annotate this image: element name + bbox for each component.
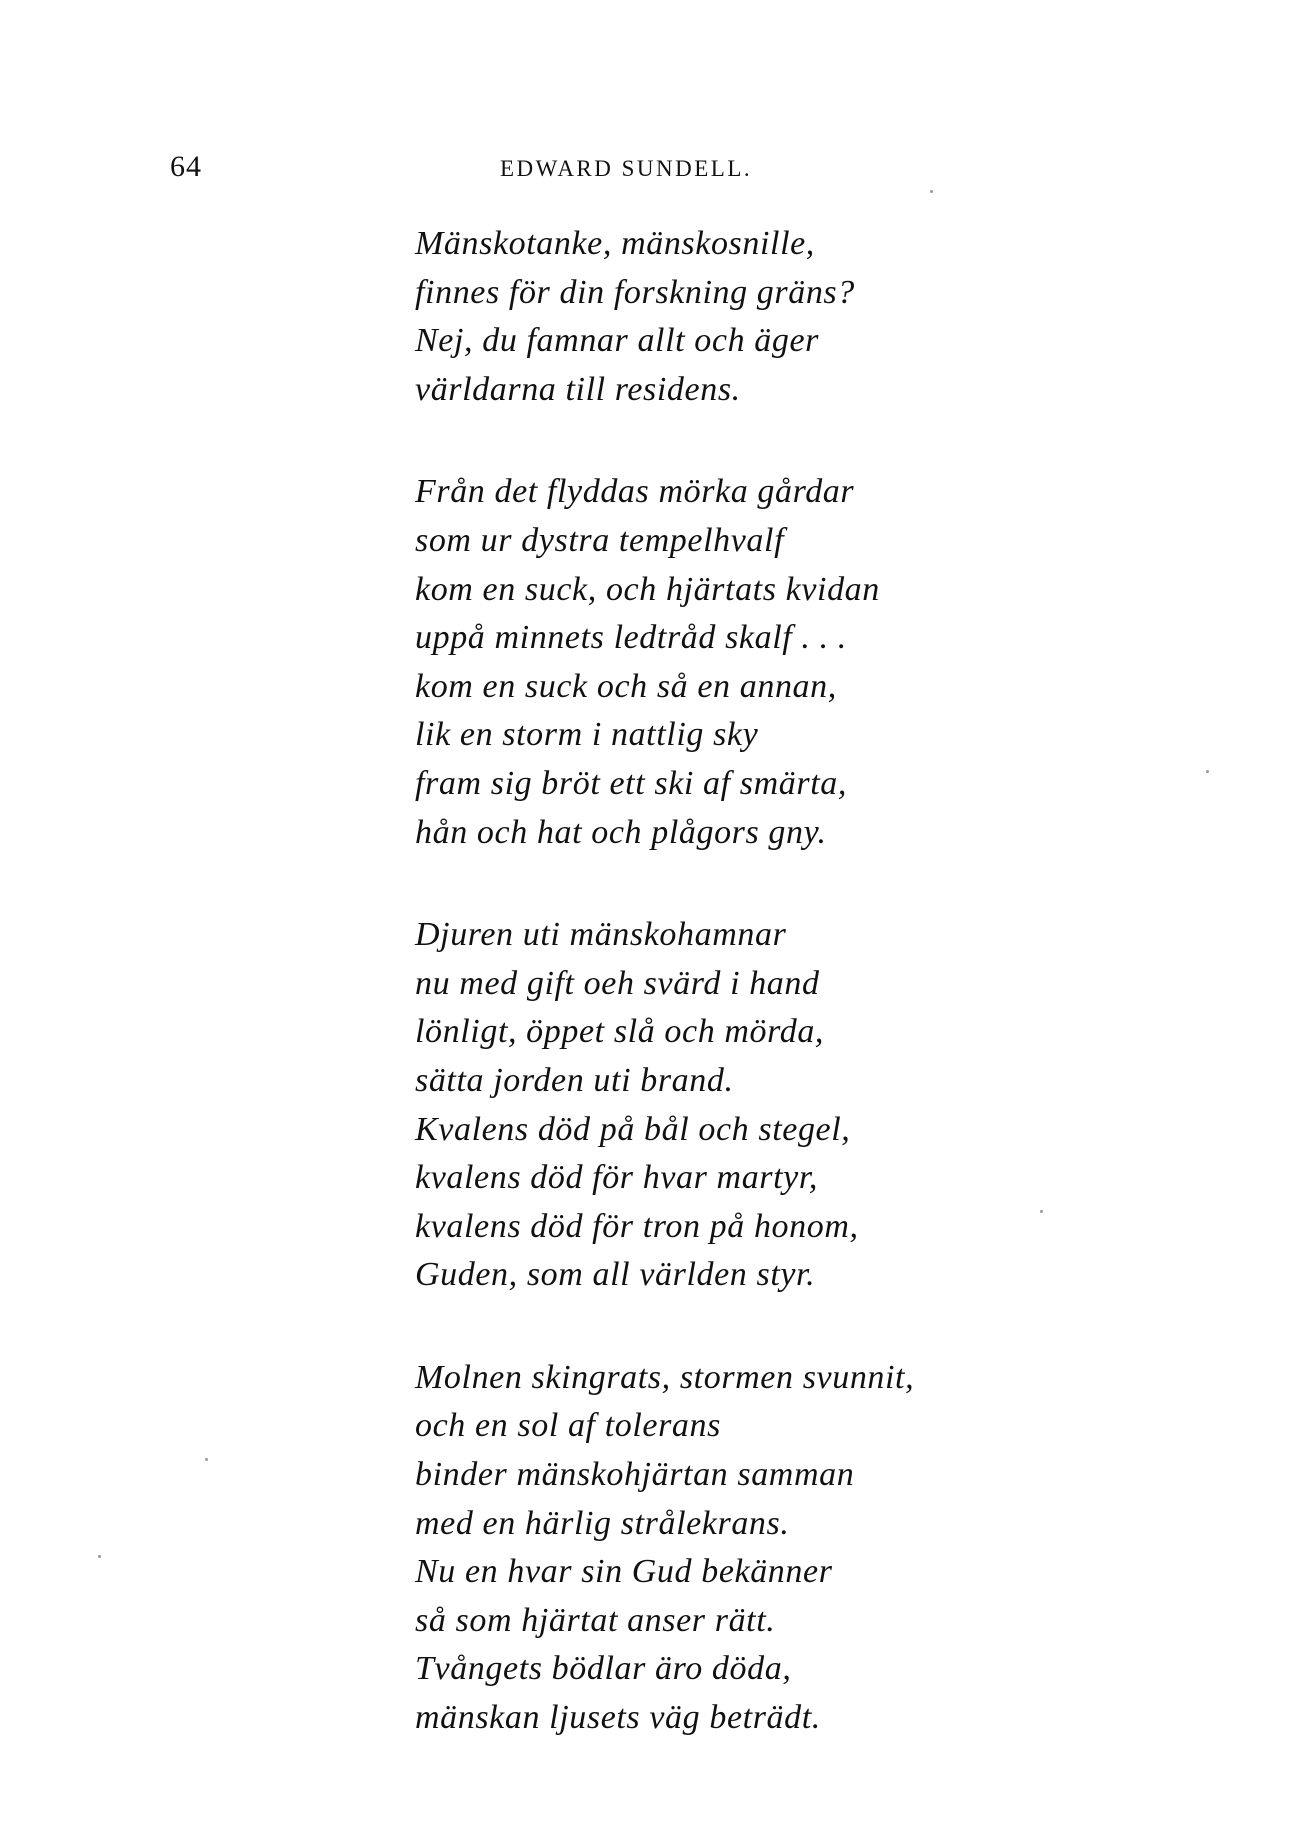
stanza-4	[415, 1354, 1115, 1743]
poem-line: med en härlig strålekrans.	[415, 1504, 790, 1542]
poem-line: Molnen skingrats, stormen svunnit,	[415, 1358, 915, 1396]
page-number: 64	[170, 150, 202, 183]
poem-line: och en sol af tolerans	[415, 1407, 721, 1445]
poem-line: som ur dystra tempelhvalf	[415, 521, 785, 559]
poem-line: Från det flyddas mörka gårdar	[415, 473, 855, 511]
poem-line: lik en storm i nattlig sky	[415, 716, 759, 754]
poem-line: Guden, som all världen styr.	[415, 1256, 816, 1294]
poem-line: kvalens död för hvar martyr,	[415, 1159, 819, 1197]
poem-line: Kvalens död på bål och stegel,	[415, 1110, 851, 1148]
stanza-2	[415, 468, 1115, 857]
scan-speck	[98, 1555, 101, 1558]
scan-speck	[1206, 770, 1209, 773]
poem-line: Nu en hvar sin Gud bekänner	[415, 1553, 833, 1591]
scan-speck	[930, 190, 933, 193]
poem-line: lönligt, öppet slå och mörda,	[415, 1013, 825, 1051]
scan-speck	[1040, 1210, 1043, 1213]
poem-line: kom en suck och så en annan,	[415, 667, 837, 705]
poem-line: mänskan ljusets väg beträdt.	[415, 1699, 821, 1737]
poem-line: Djuren uti mänskohamnar	[415, 916, 787, 954]
poem-line: finnes för din forskning gräns?	[415, 273, 855, 311]
poem-line: uppå minnets ledtråd skalf . . .	[415, 619, 847, 657]
poem-line: fram sig bröt ett ski af smärta,	[415, 764, 847, 802]
poem-line: så som hjärtat anser rätt.	[415, 1601, 776, 1639]
poem-line: hån och hat och plågors gny.	[415, 813, 827, 851]
poem-line: Mänskotanke, mänskosnille,	[415, 225, 815, 262]
poem-line: kvalens död för tron på honom,	[415, 1207, 859, 1245]
poem-line: sätta jorden uti brand.	[415, 1061, 734, 1099]
poem-line: binder mänskohjärtan samman	[415, 1456, 855, 1494]
poem-line: Tvångets bödlar äro döda,	[415, 1650, 792, 1688]
stanza-3	[415, 911, 1115, 1300]
poem-line: kom en suck, och hjärtats kvidan	[415, 570, 880, 608]
running-header: EDWARD SUNDELL.	[500, 156, 753, 181]
stanza-1	[415, 220, 1115, 414]
poem-line: Nej, du famnar allt och äger	[415, 322, 819, 360]
poem-line: världarna till residens.	[415, 370, 741, 408]
poem	[415, 220, 1115, 1797]
poem-line: nu med gift oeh svärd i hand	[415, 964, 820, 1002]
scan-speck	[205, 1458, 208, 1461]
